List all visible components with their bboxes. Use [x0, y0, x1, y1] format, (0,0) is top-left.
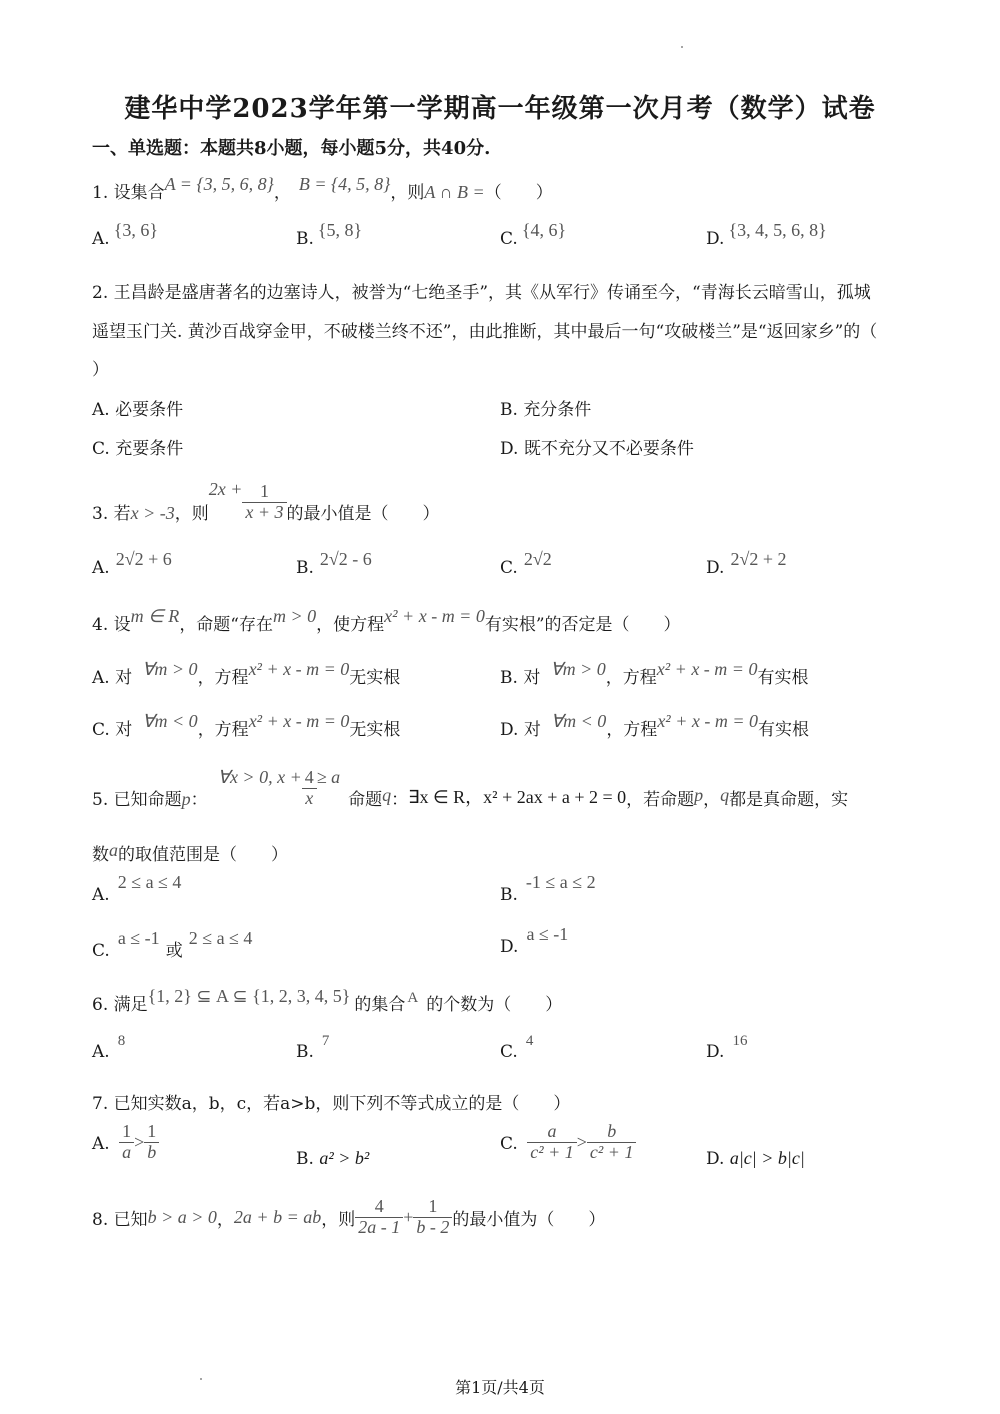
q1-paren: （ ）: [484, 183, 553, 203]
q6-option-b[interactable]: [296, 1033, 330, 1062]
fraction-denominator: x: [302, 788, 317, 809]
option-value: {4, 6}: [521, 220, 567, 240]
q6-mid: 的集合: [354, 995, 406, 1015]
q8-condition-1: b > a > 0: [147, 1206, 217, 1227]
option-equation: x² + x - m = 0: [657, 711, 758, 731]
q3-option-d[interactable]: [706, 549, 787, 578]
option-mid: ，方程: [606, 720, 658, 740]
option-label: B.: [500, 668, 518, 688]
q1-option-d[interactable]: [706, 220, 827, 249]
q4-pre: 4. 设: [92, 615, 131, 635]
fraction-numerator: b: [607, 1121, 617, 1141]
option-value: a² > b²: [319, 1148, 370, 1168]
q8-pre: 8. 已知: [92, 1209, 148, 1230]
option-value: {3, 4, 5, 6, 8}: [728, 220, 827, 240]
option-label: D.: [500, 439, 519, 459]
q5-comma: ，: [703, 789, 721, 810]
option-label: B.: [296, 229, 314, 249]
option-label: B.: [296, 1042, 314, 1062]
option-label: B.: [500, 400, 518, 420]
q7-option-d[interactable]: [706, 1148, 805, 1169]
q1-stem: 1. 设集合: [92, 183, 165, 203]
q1-option-c[interactable]: [500, 220, 567, 249]
q2-line-1: 2. 王昌龄是盛唐著名的边塞诗人，被誉为“七绝圣手”，其《从军行》传诵至今，“青海长云暗雪山，孤城: [92, 283, 871, 303]
option-value: a ≤ -1: [117, 928, 160, 948]
fraction-numerator: 1: [259, 481, 269, 501]
option-pre: 对: [523, 720, 541, 740]
q6-option-c[interactable]: [500, 1033, 534, 1062]
option-label: D.: [500, 937, 519, 957]
q5-line2-b: 的取值范围是（ ）: [118, 845, 288, 865]
option-equation: x² + x - m = 0: [248, 711, 350, 731]
option-value: 2√2 - 6: [319, 549, 372, 569]
option-fraction-2: [587, 1122, 637, 1163]
q7-option-a[interactable]: [92, 1122, 159, 1163]
q7-option-b[interactable]: [296, 1148, 369, 1169]
option-post: 无实根: [349, 668, 401, 688]
option-label: A.: [92, 1042, 110, 1062]
q3-option-c[interactable]: [500, 549, 552, 578]
option-label: B.: [500, 885, 518, 905]
option-label: A.: [92, 229, 110, 249]
option-pre: 对: [115, 720, 133, 740]
option-label: B.: [296, 558, 314, 578]
q7-option-c[interactable]: [500, 1122, 636, 1163]
q6-post: 的个数为（ ）: [426, 995, 563, 1015]
q5-a: a: [109, 840, 118, 860]
option-equation: x² + x - m = 0: [248, 659, 350, 679]
option-label: A.: [92, 400, 110, 420]
option-label: A.: [92, 558, 110, 578]
option-label: D.: [706, 1042, 725, 1062]
q2-line-2: 遥望玉门关. 黄沙百战穿金甲，不破楼兰终不还”，由此推断，其中最后一句“攻破楼兰”是“返回家乡”的（: [92, 322, 878, 342]
q8-comma: ，: [216, 1209, 234, 1230]
option-value: 4: [525, 1033, 534, 1049]
question-7: 7. 已知实数a，b，c，若a>b，则下列不等式成立的是（ ）: [92, 1094, 571, 1114]
option-label: C.: [500, 1133, 518, 1154]
option-label: D.: [706, 1149, 725, 1169]
q5-colon: ：: [190, 789, 208, 810]
option-label: C.: [92, 720, 110, 740]
page-footer: 第1页/共4页: [455, 1378, 545, 1397]
section-heading: 一、单选题：本题共8小题，每小题5分，共40分.: [92, 138, 491, 159]
option-value: a ≤ -1: [526, 924, 569, 944]
q4-condition: m > 0: [273, 606, 317, 626]
q5-p: p: [181, 788, 191, 809]
fraction-denominator: c² + 1: [587, 1142, 637, 1163]
q4-post: 有实根”的否定是（ ）: [484, 615, 681, 635]
option-equation: x² + x - m = 0: [656, 659, 758, 679]
q5-tail: 都是真命题，实: [729, 789, 849, 810]
q1-expr: A ∩ B =: [424, 182, 485, 202]
q5-pre: 5. 已知命题: [92, 789, 182, 810]
option-fraction-1: [527, 1122, 577, 1163]
q4-option-c[interactable]: [92, 711, 401, 740]
option-post: 有实根: [757, 668, 809, 688]
option-pre: 对: [115, 668, 133, 688]
fraction-denominator: b: [144, 1142, 159, 1163]
option-quantifier: ∀m > 0: [142, 659, 198, 679]
option-value: {5, 8}: [317, 220, 363, 240]
option-value: 7: [321, 1033, 330, 1049]
q8-condition-2: 2a + b = ab: [233, 1206, 322, 1227]
q5-post: ，若命题: [626, 789, 695, 810]
option-label: C.: [500, 229, 518, 249]
q1-comma: ，: [273, 183, 291, 203]
q1-set-b: B = {4, 5, 8}: [298, 174, 391, 194]
question-8: [92, 1197, 605, 1238]
q4-m-domain: m ∈ R: [130, 606, 180, 626]
option-label: C.: [92, 439, 110, 459]
option-post: 无实根: [349, 720, 401, 740]
fraction-numerator: a: [547, 1121, 557, 1141]
q5-p-expression-tail: ≥ a: [316, 766, 341, 787]
q5-option-c[interactable]: [92, 928, 253, 961]
option-value: 2√2: [523, 549, 552, 569]
q6-option-a[interactable]: [92, 1033, 126, 1062]
question-3: [92, 468, 440, 524]
option-gt: >: [576, 1131, 587, 1152]
q5-q2: q: [720, 784, 730, 805]
option-label: D.: [500, 720, 519, 740]
q3-fraction: [242, 482, 286, 523]
q5-fraction: [302, 768, 317, 809]
q3-pre: 3. 若: [92, 503, 131, 524]
q3-post: 的最小值是（ ）: [286, 503, 440, 524]
q8-fraction-1: [355, 1197, 403, 1238]
q5-q: q: [382, 784, 392, 805]
option-fraction-2: [144, 1122, 159, 1163]
q4-equation: x² + x - m = 0: [384, 606, 485, 626]
q2-option-d[interactable]: [500, 434, 694, 459]
option-mid: ，方程: [605, 668, 657, 688]
fraction-denominator: c² + 1: [527, 1142, 577, 1163]
option-value: {3, 6}: [113, 220, 158, 240]
q2-option-c[interactable]: [92, 434, 183, 459]
option-value: 充分条件: [523, 400, 592, 420]
option-value: a|c| > b|c|: [729, 1148, 805, 1168]
q5-option-a[interactable]: [92, 872, 182, 905]
option-quantifier: ∀m > 0: [550, 659, 606, 679]
q4-option-b[interactable]: [500, 659, 809, 688]
option-value: 16: [732, 1033, 748, 1049]
fraction-denominator: a: [119, 1142, 134, 1163]
option-label: D.: [706, 558, 725, 578]
option-pre: 对: [523, 668, 541, 688]
q5-p2: p: [694, 784, 704, 805]
option-label: C.: [500, 558, 518, 578]
fraction-numerator: 1: [122, 1121, 132, 1141]
q5-option-d[interactable]: [500, 924, 569, 957]
q6-expression: {1, 2} ⊆ A ⊆ {1, 2, 3, 4, 5}: [147, 986, 351, 1006]
option-label: A.: [92, 885, 110, 905]
q5-qcolon: ：: [391, 789, 409, 810]
option-quantifier: ∀m < 0: [550, 711, 607, 731]
option-value: 既不充分又不必要条件: [523, 439, 694, 459]
option-value-2: 2 ≤ a ≤ 4: [188, 928, 253, 948]
q3-option-b[interactable]: [296, 549, 372, 578]
option-label: A.: [92, 668, 110, 688]
option-label: A.: [92, 1133, 110, 1154]
q5-mid: 命题: [348, 789, 383, 810]
fraction-numerator: 1: [428, 1196, 438, 1216]
q2-option-b[interactable]: [500, 395, 591, 420]
option-mid: ，方程: [197, 720, 249, 740]
fraction-numerator: 4: [374, 1196, 384, 1216]
q3-option-a[interactable]: [92, 549, 172, 578]
q1-set-a: A = {3, 5, 6, 8}: [164, 174, 274, 194]
fraction-denominator: 2a - 1: [355, 1217, 403, 1238]
q5-p-expression: ∀x > 0, x +: [217, 766, 302, 787]
q4-option-d[interactable]: [500, 711, 809, 740]
q2-option-a[interactable]: [92, 395, 183, 420]
option-label: C.: [500, 1042, 518, 1062]
q4-option-a[interactable]: [92, 659, 401, 688]
page-title: 建华中学2023学年第一学期高一年级第一次月考（数学）试卷: [124, 94, 876, 124]
q3-expression: 2x +: [208, 478, 243, 499]
option-value: 充要条件: [115, 439, 184, 459]
option-mid: ，方程: [197, 668, 249, 688]
q5-option-b[interactable]: [500, 872, 596, 905]
fraction-numerator: 4: [304, 767, 314, 787]
q5-q-expression: ∃x ∈ R，x² + 2ax + a + 2 = 0: [408, 786, 627, 807]
option-value: 2 ≤ a ≤ 4: [117, 872, 182, 892]
speck-top: [681, 46, 683, 48]
option-value: -1 ≤ a ≤ 2: [525, 872, 596, 892]
question-1: [92, 174, 553, 203]
q8-plus: +: [403, 1206, 414, 1227]
q3-condition: x > -3: [130, 502, 175, 523]
question-6: [92, 986, 563, 1015]
option-gt: >: [134, 1131, 145, 1152]
q8-post: 的最小值为（ ）: [452, 1209, 606, 1230]
q8-fraction-2: [413, 1197, 452, 1238]
option-value: 2√2 + 6: [115, 549, 172, 569]
q6-option-d[interactable]: [706, 1033, 748, 1062]
option-label: D.: [706, 229, 725, 249]
q6-set-a: A: [407, 990, 419, 1006]
option-value: 2√2 + 2: [730, 549, 787, 569]
question-4: [92, 606, 681, 635]
option-value: 必要条件: [115, 400, 184, 420]
option-value: 8: [117, 1033, 126, 1049]
option-post: 有实根: [757, 720, 809, 740]
option-label: C.: [92, 941, 110, 961]
question-5: [92, 758, 849, 810]
q4-mid1: ，命题“存在: [179, 615, 274, 635]
q1-option-b[interactable]: [296, 220, 363, 249]
q1-then: ，则: [390, 183, 425, 203]
q6-pre: 6. 满足: [92, 995, 148, 1015]
q3-then: ，则: [174, 503, 209, 524]
fraction-denominator: x + 3: [242, 502, 286, 523]
q1-option-a[interactable]: [92, 220, 158, 249]
option-quantifier: ∀m < 0: [142, 711, 198, 731]
q4-mid2: ，使方程: [316, 615, 385, 635]
q8-then: ，则: [321, 1209, 356, 1230]
option-fraction-1: [119, 1122, 134, 1163]
option-or: 或: [165, 941, 183, 961]
q2-line-3: ）: [92, 360, 109, 380]
q5-line2-a: 数: [92, 845, 109, 865]
fraction-numerator: 1: [147, 1121, 157, 1141]
option-label: B.: [296, 1149, 314, 1169]
fraction-denominator: b - 2: [413, 1217, 452, 1238]
q5-line-2: [92, 840, 288, 865]
